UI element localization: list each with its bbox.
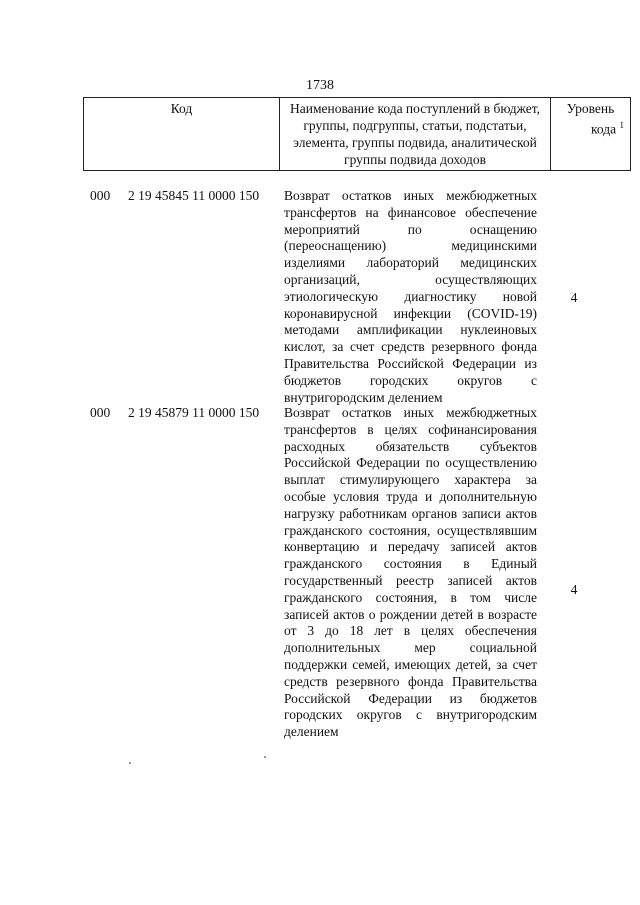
table-row-level: 4	[570, 290, 578, 305]
header-level-word: кода	[591, 121, 617, 137]
header-level-footnote: 1	[619, 120, 624, 130]
table-row-level: 4	[570, 582, 578, 597]
table-row-code	[90, 405, 259, 421]
scan-speck	[129, 762, 131, 764]
row-income-code: 2 19 45879 11 0000 150	[128, 405, 260, 420]
row-income-code: 2 19 45845 11 0000 150	[128, 188, 260, 203]
header-level	[551, 98, 631, 171]
table-row-name: Возврат остатков иных межбюджетных трансфертов на финансовое обеспечение мероприятий по оснащению (переоснащению) медицинскими изделиями лабораторий медицинских организаций, осуществляющих этиологическую диагностику новой коронавирусной инфекции (COVID-19) методами амплификации нуклеиновых кислот, за счет средств резервного фонда Правительства Российской Федерации из бюджетов городских округов с внутригородским делением	[284, 188, 537, 405]
header-level-label: Уровень	[566, 101, 615, 116]
row-admin-code: 000	[90, 405, 111, 420]
header-level-label-2	[555, 117, 626, 138]
header-name: Наименование кода поступлений в бюджет, группы, подгруппы, статьи, подстатьи, элемента, группы подвида, аналитической группы подвида доходов	[280, 98, 551, 171]
header-code: Код	[84, 98, 280, 171]
page-number: 1738	[306, 78, 334, 93]
table-row-code	[90, 188, 259, 204]
row-admin-code: 000	[90, 188, 111, 203]
scan-speck	[264, 756, 266, 758]
table-row-name: Возврат остатков иных межбюджетных трансфертов в целях софинансирования расходных обязательств субъектов Российской Федерации по осуществлению выплат стимулирующего характера за особые условия труда и дополнительную нагрузку работникам органов записи актов гражданского состояния, осуществлявшим конвертацию и передачу записей актов гражданского состояния в Единый государственный реестр записей актов гражданского состояния, в том числе записей актов о рождении детей в возрасте от 3 до 18 лет в целях обеспечения дополнительных мер социальной поддержки семей, имеющих детей, за счет средств резервного фонда Правительства Российской Федерации из бюджетов городских округов с внутригородским делением	[284, 405, 537, 740]
table-header	[83, 97, 631, 171]
